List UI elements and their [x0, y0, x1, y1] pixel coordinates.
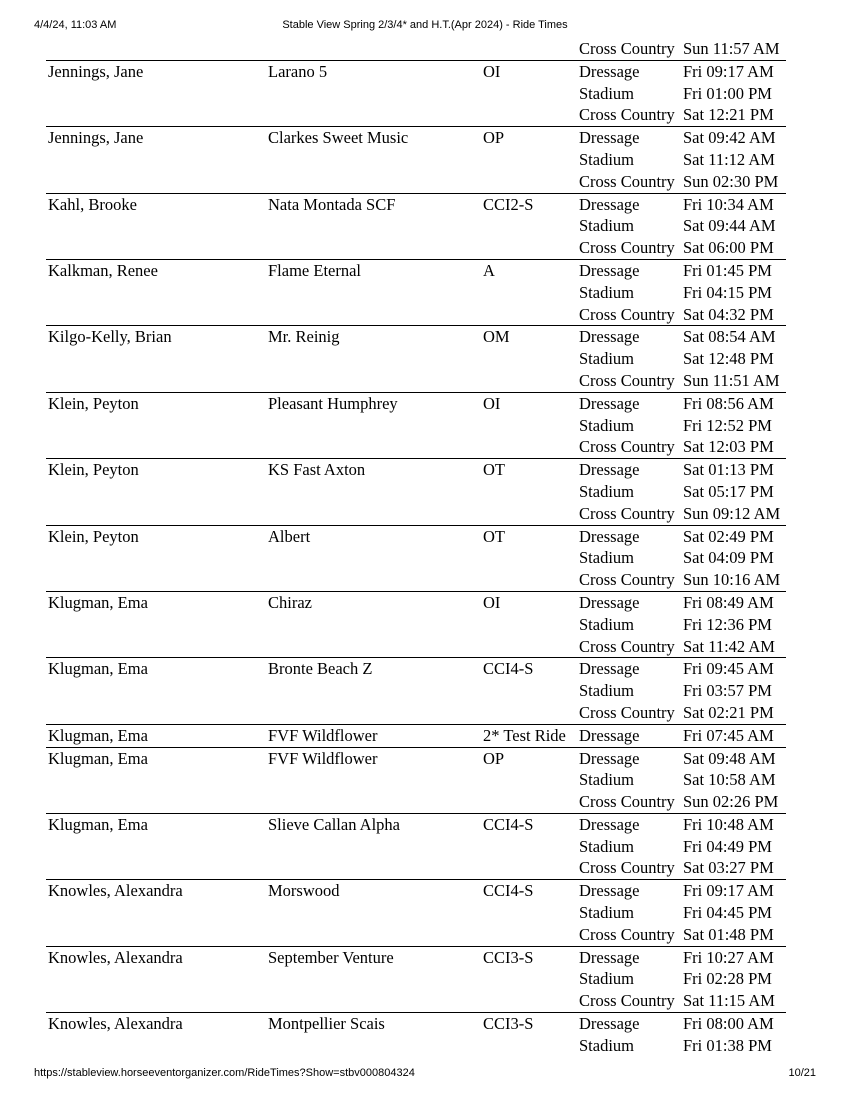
- phases-cell: [579, 38, 786, 60]
- phase-time: Sat 09:44 AM: [683, 216, 776, 236]
- phase-time: Sat 11:12 AM: [683, 149, 775, 169]
- phase-line: [579, 902, 786, 924]
- print-datetime: 4/4/24, 11:03 AM: [34, 19, 117, 31]
- rider-name: Knowles, Alexandra: [48, 1014, 183, 1034]
- phase-time: Sat 09:48 AM: [683, 748, 776, 768]
- phase-time: Sat 12:03 PM: [683, 437, 774, 457]
- phase-time: Sat 11:42 AM: [683, 636, 775, 656]
- rider-name: Kilgo-Kelly, Brian: [48, 327, 172, 347]
- division: CCI3-S: [483, 947, 534, 967]
- phase-line: [579, 194, 786, 216]
- phase-line: [579, 503, 786, 525]
- phase-time: Fri 10:34 AM: [683, 194, 774, 214]
- rider-name: Klugman, Ema: [48, 592, 148, 612]
- phase-time: Fri 08:49 AM: [683, 592, 774, 612]
- ride-row: [46, 526, 786, 592]
- horse-name: Morswood: [268, 881, 340, 901]
- phase-time: Fri 03:57 PM: [683, 681, 772, 701]
- phase-time: Sat 02:49 PM: [683, 526, 774, 546]
- phase-time: Sat 03:27 PM: [683, 858, 774, 878]
- phases-cell: [579, 947, 786, 1012]
- phases-cell: [579, 592, 786, 657]
- phase-name: Cross Country: [579, 171, 675, 191]
- horse-name: Albert: [268, 526, 311, 546]
- phase-name: Dressage: [579, 814, 640, 834]
- phase-name: Stadium: [579, 83, 635, 103]
- phases-cell: [579, 393, 786, 458]
- phase-name: Cross Country: [579, 370, 675, 390]
- ride-row: [46, 194, 786, 260]
- phases-cell: [579, 1013, 786, 1057]
- phase-line: [579, 38, 786, 60]
- phase-time: Sun 09:12 AM: [683, 503, 781, 523]
- division: CCI4-S: [483, 814, 534, 834]
- phase-line: [579, 880, 786, 902]
- division: OM: [483, 327, 510, 347]
- phase-name: Cross Country: [579, 39, 675, 58]
- rider-name: Klugman, Ema: [48, 725, 148, 745]
- phase-name: Cross Country: [579, 702, 675, 722]
- phase-line: [579, 592, 786, 614]
- phases-cell: [579, 127, 786, 192]
- phase-time: Fri 02:28 PM: [683, 969, 772, 989]
- ride-row: [46, 814, 786, 880]
- print-header: [34, 19, 816, 35]
- horse-name: Pleasant Humphrey: [268, 393, 398, 413]
- phase-name: Dressage: [579, 748, 640, 768]
- phase-line: [579, 547, 786, 569]
- ride-row: [46, 61, 786, 127]
- page-number: 10/21: [788, 1067, 816, 1079]
- phase-line: [579, 83, 786, 105]
- division: OI: [483, 592, 501, 612]
- phase-name: Cross Country: [579, 792, 675, 812]
- phase-name: Stadium: [579, 216, 635, 236]
- phases-cell: [579, 880, 786, 945]
- phase-line: [579, 1035, 786, 1057]
- phase-time: Sat 04:09 PM: [683, 548, 774, 568]
- phase-line: [579, 436, 786, 458]
- rider-name: Kahl, Brooke: [48, 194, 137, 214]
- horse-name: Flame Eternal: [268, 260, 362, 280]
- phase-name: Stadium: [579, 548, 635, 568]
- division: OT: [483, 526, 505, 546]
- phase-name: Dressage: [579, 725, 640, 745]
- ride-row: [46, 459, 786, 525]
- phase-time: Sat 01:48 PM: [683, 924, 774, 944]
- phase-name: Dressage: [579, 61, 640, 81]
- phase-time: Fri 08:00 AM: [683, 1014, 774, 1034]
- phase-name: Cross Country: [579, 858, 675, 878]
- phase-line: [579, 215, 786, 237]
- phase-name: Dressage: [579, 947, 640, 967]
- phase-line: [579, 370, 786, 392]
- phase-line: [579, 481, 786, 503]
- horse-name: FVF Wildflower: [268, 748, 378, 768]
- phase-time: Fri 04:49 PM: [683, 836, 772, 856]
- phase-line: [579, 636, 786, 658]
- phase-line: [579, 237, 786, 259]
- ride-row: [46, 326, 786, 392]
- phase-name: Dressage: [579, 128, 640, 148]
- phase-line: [579, 127, 786, 149]
- phase-line: [579, 348, 786, 370]
- phase-line: [579, 459, 786, 481]
- phase-time: Fri 09:17 AM: [683, 61, 774, 81]
- phase-time: Sat 11:15 AM: [683, 991, 775, 1011]
- rider-name: Knowles, Alexandra: [48, 881, 183, 901]
- phase-name: Stadium: [579, 969, 635, 989]
- phase-name: Cross Country: [579, 238, 675, 258]
- division: OI: [483, 61, 501, 81]
- division: OI: [483, 393, 501, 413]
- division: OP: [483, 128, 505, 148]
- phase-line: [579, 104, 786, 126]
- phase-time: Sun 02:26 PM: [683, 792, 779, 812]
- phases-cell: [579, 748, 786, 813]
- phases-cell: [579, 725, 786, 747]
- phase-name: Dressage: [579, 460, 640, 480]
- division: CCI3-S: [483, 1014, 534, 1034]
- phase-time: Fri 04:15 PM: [683, 282, 772, 302]
- phase-time: Fri 04:45 PM: [683, 903, 772, 923]
- horse-name: Clarkes Sweet Music: [268, 128, 409, 148]
- phase-name: Dressage: [579, 393, 640, 413]
- phases-cell: [579, 326, 786, 391]
- phase-line: [579, 260, 786, 282]
- ride-row: [46, 1013, 786, 1057]
- phase-name: Cross Country: [579, 304, 675, 324]
- print-footer: [34, 1067, 816, 1083]
- horse-name: Slieve Callan Alpha: [268, 814, 400, 834]
- rider-cell: [46, 38, 268, 60]
- phase-line: [579, 947, 786, 969]
- phase-line: [579, 149, 786, 171]
- phase-line: [579, 415, 786, 437]
- rider-name: Klein, Peyton: [48, 393, 139, 413]
- horse-name: Bronte Beach Z: [268, 659, 373, 679]
- phase-line: [579, 769, 786, 791]
- phase-line: [579, 326, 786, 348]
- phase-name: Dressage: [579, 659, 640, 679]
- rider-name: Klein, Peyton: [48, 460, 139, 480]
- phase-line: [579, 814, 786, 836]
- phase-line: [579, 680, 786, 702]
- phase-name: Stadium: [579, 349, 635, 369]
- phases-cell: [579, 260, 786, 325]
- phase-time: Fri 10:27 AM: [683, 947, 774, 967]
- rider-name: Knowles, Alexandra: [48, 947, 183, 967]
- phase-line: [579, 748, 786, 770]
- rider-name: Jennings, Jane: [48, 61, 144, 81]
- phase-time: Sun 11:57 AM: [683, 39, 780, 58]
- phase-time: Fri 07:45 AM: [683, 725, 774, 745]
- phase-time: Fri 09:17 AM: [683, 881, 774, 901]
- division: OP: [483, 748, 505, 768]
- phase-line: [579, 1013, 786, 1035]
- rider-name: Klugman, Ema: [48, 814, 148, 834]
- phase-time: Fri 01:45 PM: [683, 260, 772, 280]
- ride-row: [46, 880, 786, 946]
- phase-time: Sat 05:17 PM: [683, 481, 774, 501]
- horse-cell: [268, 38, 483, 60]
- print-title: Stable View Spring 2/3/4* and H.T.(Apr 2024) - Ride Times: [282, 19, 568, 31]
- phase-line: [579, 304, 786, 326]
- horse-name: Mr. Reinig: [268, 327, 340, 347]
- division-cell: [483, 38, 579, 60]
- division: CCI4-S: [483, 659, 534, 679]
- phase-time: Sat 12:21 PM: [683, 105, 774, 125]
- phase-time: Fri 08:56 AM: [683, 393, 774, 413]
- phase-name: Cross Country: [579, 924, 675, 944]
- phase-name: Stadium: [579, 681, 635, 701]
- ride-row: [46, 748, 786, 814]
- horse-name: Chiraz: [268, 592, 312, 612]
- phase-name: Stadium: [579, 282, 635, 302]
- phase-name: Cross Country: [579, 570, 675, 590]
- phase-line: [579, 857, 786, 879]
- phase-name: Dressage: [579, 1014, 640, 1034]
- phase-name: Stadium: [579, 415, 635, 435]
- phase-line: [579, 968, 786, 990]
- phase-name: Stadium: [579, 903, 635, 923]
- ride-row: [46, 592, 786, 658]
- phase-time: Fri 10:48 AM: [683, 814, 774, 834]
- phase-line: [579, 171, 786, 193]
- phase-line: [579, 569, 786, 591]
- horse-name: September Venture: [268, 947, 394, 967]
- division: A: [483, 260, 495, 280]
- phase-name: Dressage: [579, 260, 640, 280]
- ride-row: [46, 947, 786, 1013]
- division: CCI4-S: [483, 881, 534, 901]
- horse-name: Nata Montada SCF: [268, 194, 396, 214]
- phase-name: Cross Country: [579, 991, 675, 1011]
- phase-time: Fri 12:36 PM: [683, 614, 772, 634]
- ride-row: [46, 658, 786, 724]
- phase-time: Sat 06:00 PM: [683, 238, 774, 258]
- phase-time: Sat 12:48 PM: [683, 349, 774, 369]
- phase-time: Fri 01:00 PM: [683, 83, 772, 103]
- phases-cell: [579, 814, 786, 879]
- division: CCI2-S: [483, 194, 534, 214]
- phase-name: Cross Country: [579, 437, 675, 457]
- ride-row: [46, 725, 786, 748]
- phase-name: Stadium: [579, 1035, 635, 1055]
- phase-name: Cross Country: [579, 105, 675, 125]
- phase-line: [579, 526, 786, 548]
- ride-times-table: [46, 38, 786, 1057]
- phase-name: Dressage: [579, 592, 640, 612]
- ride-row: [46, 260, 786, 326]
- phase-time: Sun 02:30 PM: [683, 171, 779, 191]
- phases-cell: [579, 658, 786, 723]
- phase-name: Stadium: [579, 614, 635, 634]
- phase-time: Fri 01:38 PM: [683, 1035, 772, 1055]
- rider-name: Kalkman, Renee: [48, 260, 158, 280]
- phase-line: [579, 990, 786, 1012]
- phase-name: Stadium: [579, 836, 635, 856]
- phases-cell: [579, 61, 786, 126]
- rider-name: Klugman, Ema: [48, 748, 148, 768]
- phase-name: Cross Country: [579, 636, 675, 656]
- phase-line: [579, 702, 786, 724]
- division: OT: [483, 460, 505, 480]
- phases-cell: [579, 526, 786, 591]
- phase-name: Stadium: [579, 149, 635, 169]
- phase-name: Dressage: [579, 194, 640, 214]
- ride-row: [46, 127, 786, 193]
- horse-name: Montpellier Scais: [268, 1014, 385, 1034]
- phase-line: [579, 658, 786, 680]
- horse-name: FVF Wildflower: [268, 725, 378, 745]
- phase-line: [579, 614, 786, 636]
- phase-line: [579, 924, 786, 946]
- phase-time: Fri 12:52 PM: [683, 415, 772, 435]
- phase-time: Sat 01:13 PM: [683, 460, 774, 480]
- phase-line: [579, 725, 786, 747]
- phase-name: Dressage: [579, 881, 640, 901]
- phase-line: [579, 61, 786, 83]
- carryover-row: [46, 38, 786, 61]
- phase-time: Sat 09:42 AM: [683, 128, 776, 148]
- phase-name: Dressage: [579, 526, 640, 546]
- page-url: https://stableview.horseeventorganizer.com/RideTimes?Show=stbv000804324: [34, 1067, 415, 1079]
- phase-line: [579, 836, 786, 858]
- phase-time: Sat 04:32 PM: [683, 304, 774, 324]
- phase-name: Cross Country: [579, 503, 675, 523]
- horse-name: KS Fast Axton: [268, 460, 366, 480]
- phases-cell: [579, 194, 786, 259]
- division: 2* Test Ride: [483, 725, 566, 745]
- horse-name: Larano 5: [268, 61, 328, 81]
- phase-time: Sun 10:16 AM: [683, 570, 781, 590]
- phase-name: Dressage: [579, 327, 640, 347]
- phase-time: Sat 08:54 AM: [683, 327, 776, 347]
- phase-time: Fri 09:45 AM: [683, 659, 774, 679]
- phase-time: Sat 10:58 AM: [683, 770, 776, 790]
- phase-name: Stadium: [579, 481, 635, 501]
- phase-time: Sat 02:21 PM: [683, 702, 774, 722]
- ride-row: [46, 393, 786, 459]
- rider-name: Jennings, Jane: [48, 128, 144, 148]
- phase-line: [579, 282, 786, 304]
- rider-name: Klugman, Ema: [48, 659, 148, 679]
- phases-cell: [579, 459, 786, 524]
- phase-line: [579, 393, 786, 415]
- phase-line: [579, 791, 786, 813]
- rider-name: Klein, Peyton: [48, 526, 139, 546]
- phase-name: Stadium: [579, 770, 635, 790]
- phase-time: Sun 11:51 AM: [683, 370, 780, 390]
